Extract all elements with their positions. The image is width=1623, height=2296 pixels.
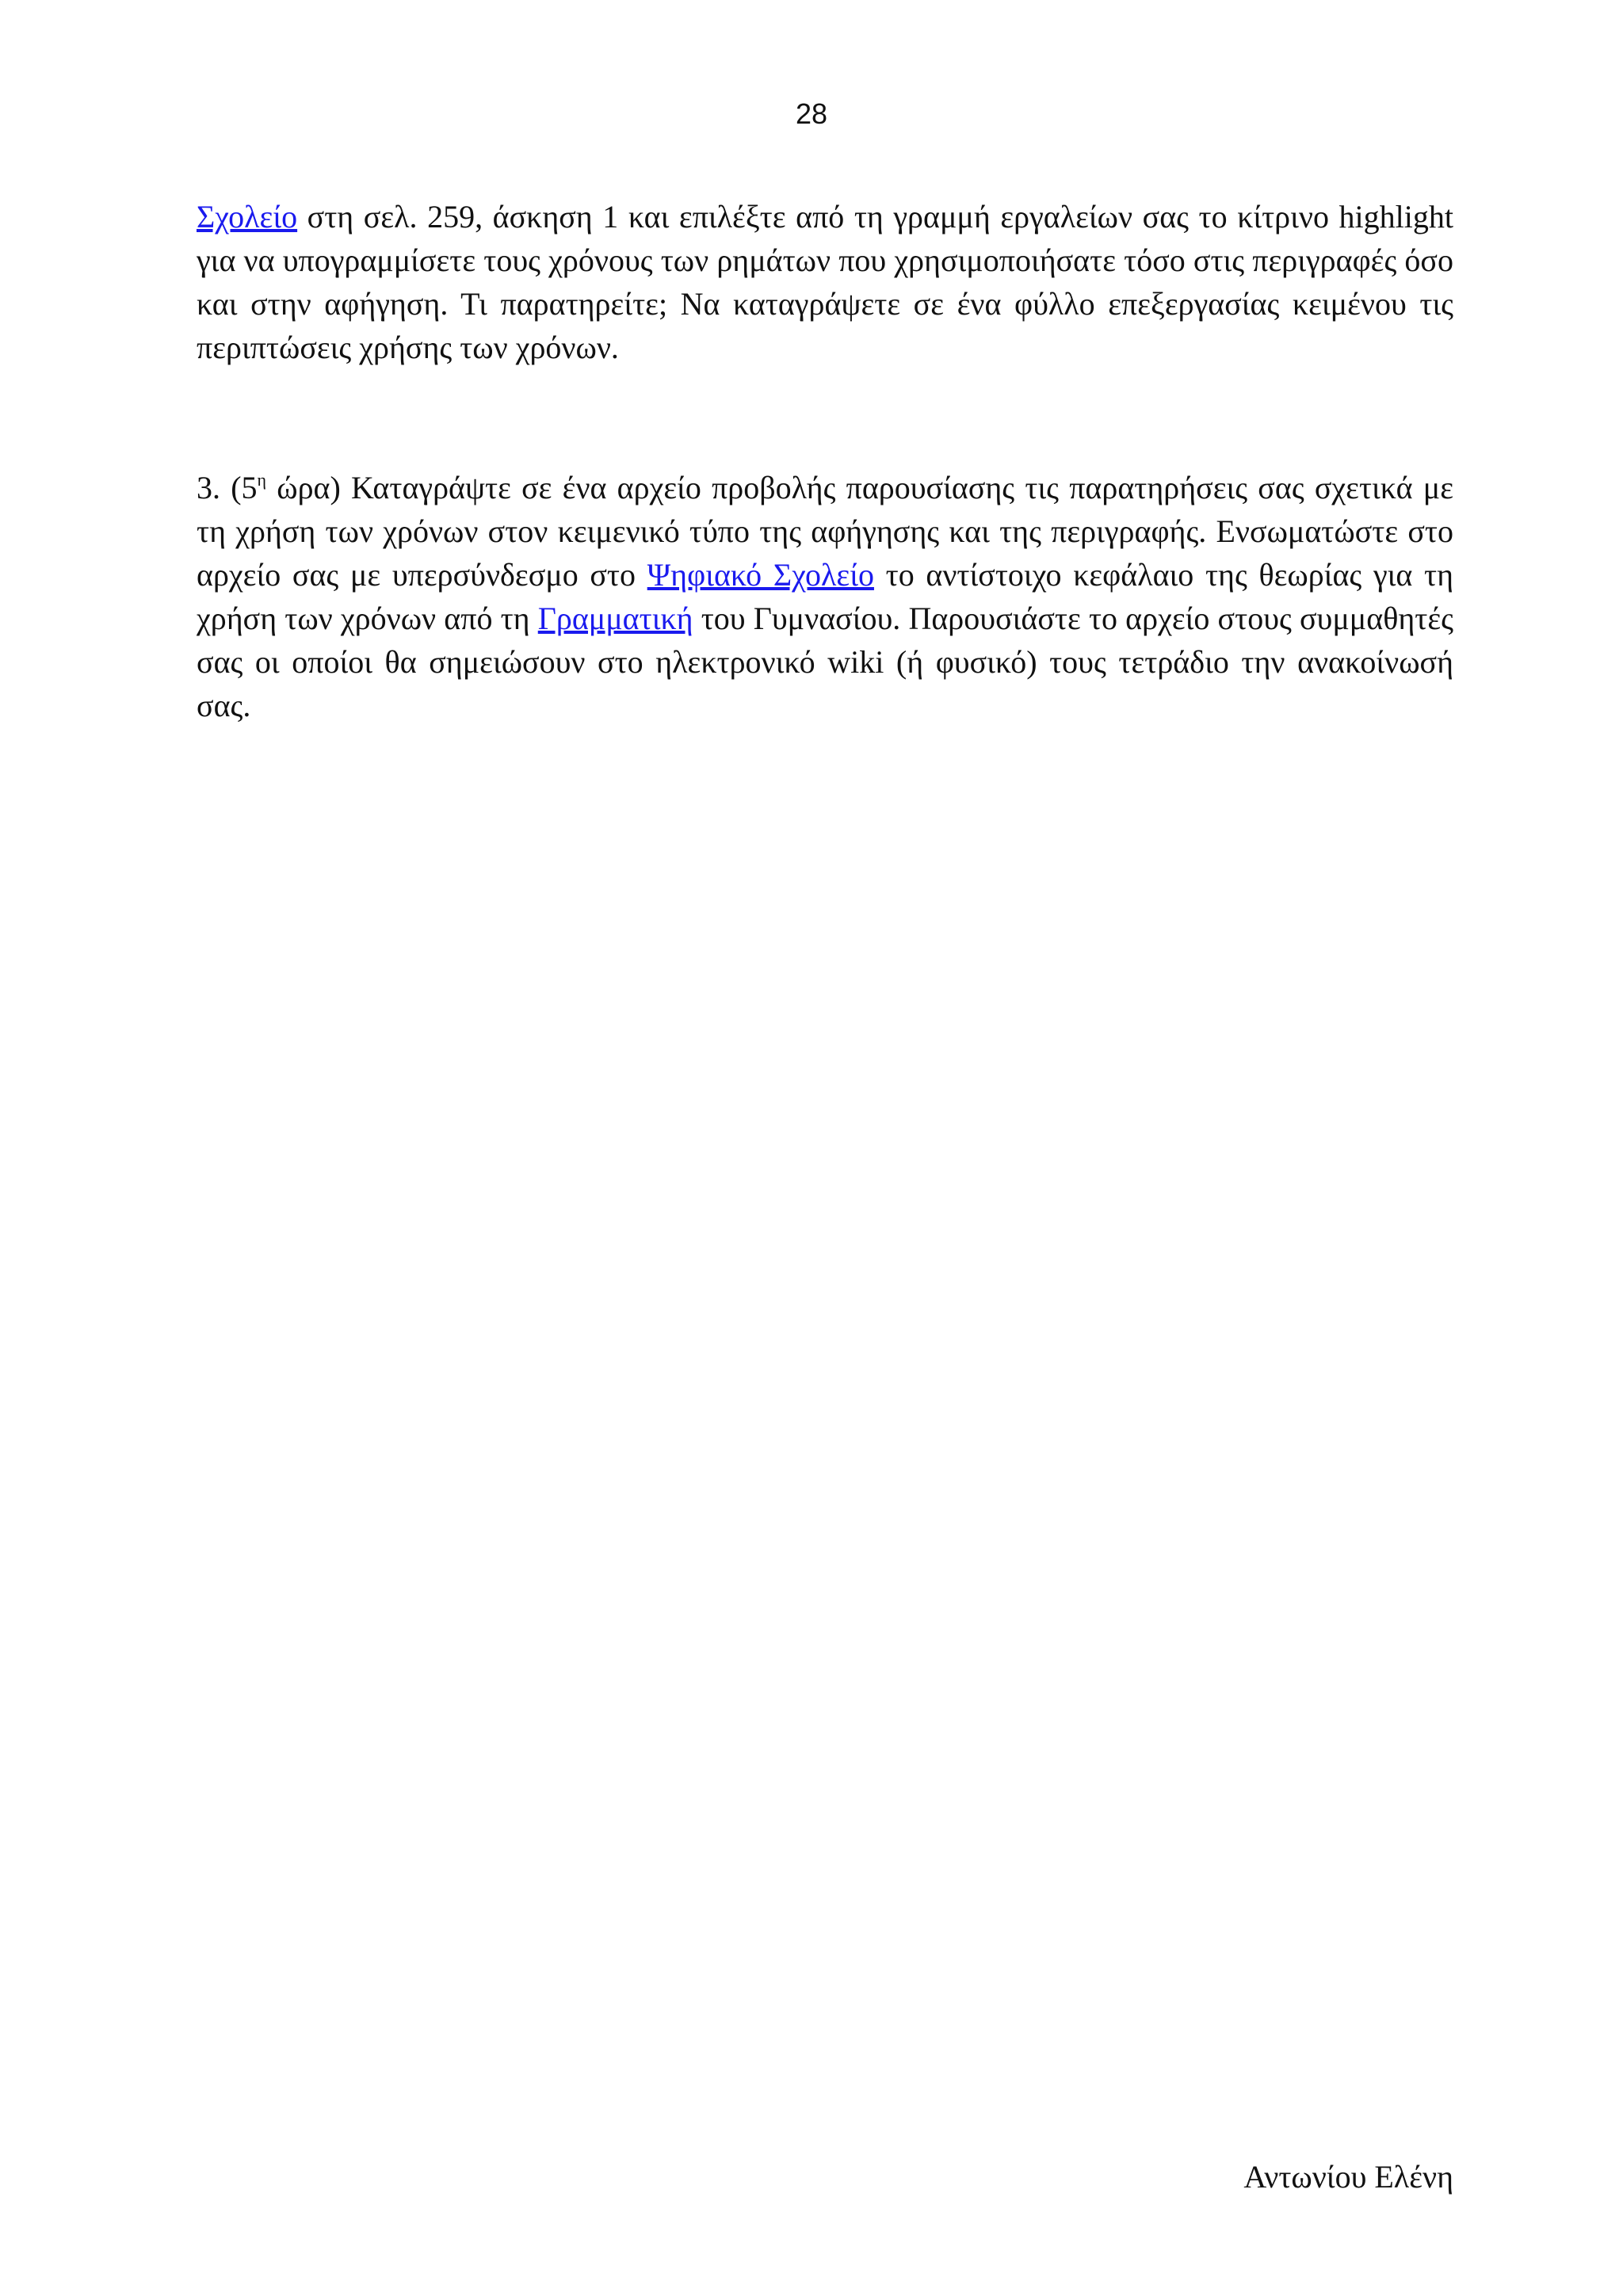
paragraph-text: του Γυμνασίου. Παρουσιάστε το αρχείο στους συμμαθητές σας οι οποίοι θα σημειώσουν στο ηλεκτρονικό wiki (ή φυσικό) τους τετράδιο την ανακοίνωσή σας. [197, 601, 1453, 723]
paragraph-text: ώρα) Καταγράψτε σε ένα αρχείο προβολής παρουσίασης τις παρατηρήσεις σας σχετικά με τη χρήση των χρόνων στον κειμενικό τύπο της αφήγησης και της περιγραφής. Ενσωματώστε στο αρχείο σας με υπερσύνδεσμο στο [197, 470, 1454, 593]
footer-author: Αντωνίου Ελένη [1243, 2159, 1453, 2195]
link-scholeio[interactable]: Σχολείο [197, 199, 298, 235]
paragraph-task-3 [197, 466, 1453, 727]
link-psifiako-scholeio[interactable]: Ψηφιακό Σχολείο [647, 557, 874, 593]
paragraph-continuation [197, 195, 1453, 369]
paragraph-text: στη σελ. 259, άσκηση 1 και επιλέξτε από τη γραμμή εργαλείων σας το κίτρινο highlight για να υπογραμμίσετε τους χρόνους των ρημάτων που χρησιμοποιήσατε τόσο στις περιγραφές όσο και στην αφήγηση. Τι παρατηρείτε; Να καταγράψετε σε ένα φύλλο επεξεργασίας κειμένου τις περιπτώσεις χρήσης των χρόνων. [197, 199, 1453, 365]
task-number: 3. (5 [197, 470, 258, 505]
page-number: 28 [795, 97, 828, 130]
link-grammatiki[interactable]: Γραμματική [537, 601, 693, 636]
ordinal-superscript: η [257, 470, 267, 490]
paragraph-text: το αντίστοιχο κεφάλαιο της θεωρίας για τη χρήση των χρόνων από τη [197, 557, 1453, 636]
